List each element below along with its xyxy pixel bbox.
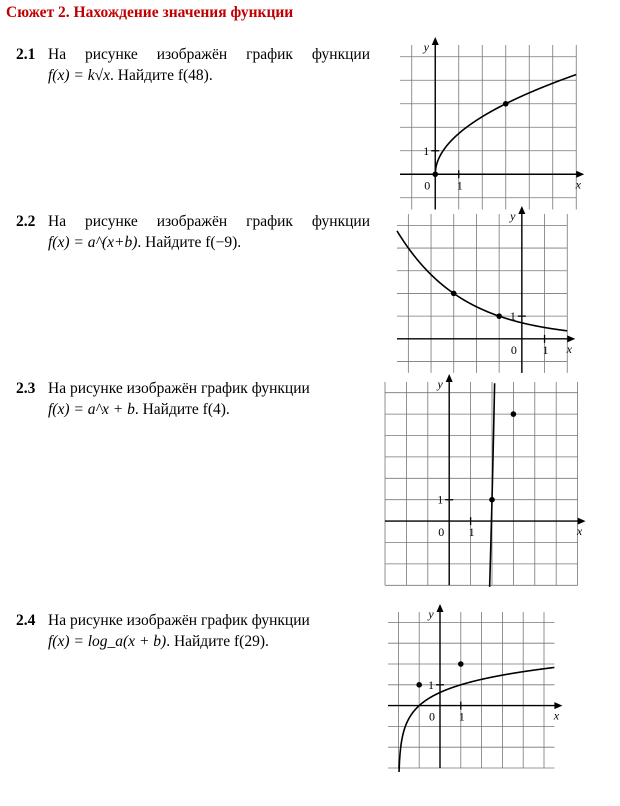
y-axis-label: y [437, 377, 443, 391]
problem-formula: f(x) = a^x + b [48, 401, 135, 418]
marked-point [416, 682, 422, 688]
problem-formula: f(x) = a^(x+b) [48, 234, 138, 251]
function-graph-2-1 [400, 40, 595, 210]
grid [385, 382, 578, 585]
problem-question: . Найдите f(4). [134, 401, 230, 418]
y-axis-arrow [446, 374, 453, 382]
function-curve [399, 667, 554, 772]
marked-point [489, 497, 495, 503]
problem-number: 2.4 [16, 612, 36, 629]
marked-point [458, 661, 464, 667]
x-axis-label: x [566, 341, 572, 356]
problem-text: На рисунке изображён график функции [48, 612, 310, 629]
problem-number: 2.3 [16, 380, 36, 397]
function-graph-2-4 [388, 607, 598, 800]
y-tick-label: 1 [509, 309, 516, 324]
marked-point [503, 101, 509, 107]
marked-point [496, 313, 502, 319]
x-tick-label: 1 [458, 709, 465, 724]
y-tick-label: 1 [437, 492, 444, 507]
marked-points [432, 101, 508, 177]
coordinate-axes [385, 374, 586, 585]
y-axis-label: y [510, 209, 516, 223]
x-tick-label: 1 [542, 342, 549, 357]
problem-question: . Найдите f(48). [110, 67, 213, 84]
y-tick-label: 1 [428, 677, 434, 692]
problem-text: На рисунке изображён график функции [48, 46, 370, 63]
problem-number: 2.1 [16, 46, 36, 63]
x-axis-label: x [553, 708, 560, 723]
y-axis-label: y [428, 607, 434, 621]
x-tick-label: 1 [456, 178, 463, 193]
y-axis-arrow [432, 37, 439, 45]
grid [388, 612, 554, 768]
marked-point [432, 171, 438, 177]
y-axis-label: y [423, 40, 429, 54]
x-axis-label: x [575, 177, 581, 192]
problem-question: . Найдите f(−9). [137, 234, 242, 251]
problem-number: 2.2 [16, 213, 36, 230]
section-title: Сюжет 2. Нахождение значения функции [6, 4, 294, 21]
function-graph-2-3 [385, 377, 605, 607]
y-tick-label: 1 [423, 143, 430, 158]
origin-label: 0 [438, 525, 445, 540]
origin-label: 0 [510, 342, 517, 357]
marked-point [451, 291, 457, 297]
problem-formula: f(x) = log_a(x + b) [48, 633, 167, 650]
problem-question: . Найдите f(29). [166, 633, 269, 650]
problem-text: На рисунке изображён график функции [48, 380, 310, 397]
function-graph-2-2 [397, 209, 600, 374]
x-axis-label: x [576, 524, 583, 539]
x-tick-label: 1 [468, 525, 475, 540]
problem-formula: f(x) = k√x [48, 67, 110, 84]
coordinate-axes [388, 604, 562, 768]
problem-text: На рисунке изображён график функции [48, 213, 370, 230]
origin-label: 0 [424, 178, 431, 193]
origin-label: 0 [429, 709, 435, 724]
marked-point [511, 411, 517, 417]
